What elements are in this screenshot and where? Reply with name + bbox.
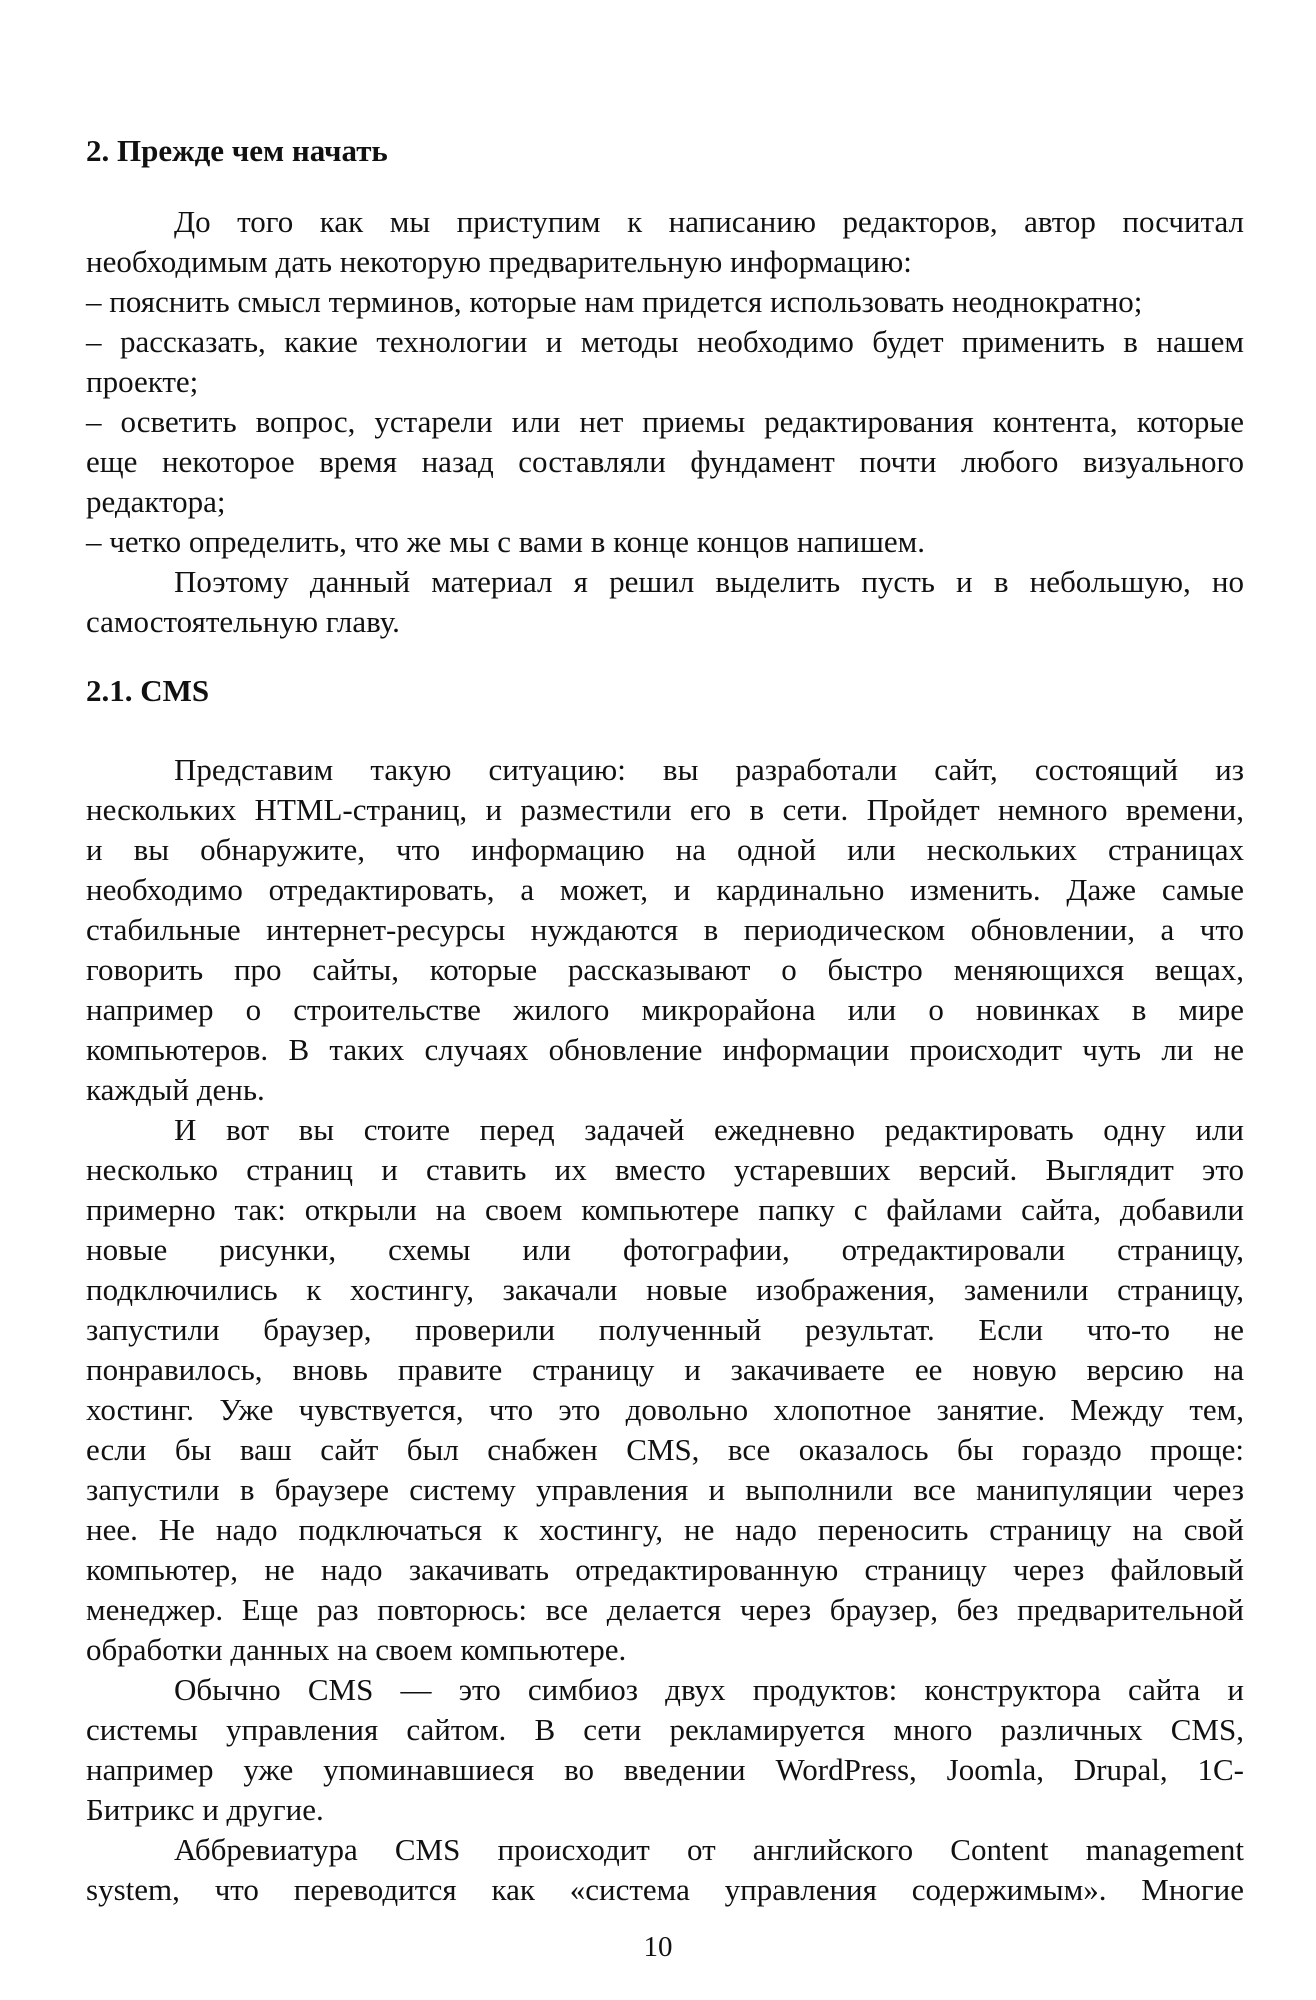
text-line: запустили в браузере систему управления и выполнили все манипуляции через: [86, 1472, 1244, 1507]
text-line: проекте;: [86, 364, 199, 399]
text-line: например о строительстве жилого микрорайона или о новинках в мире: [86, 992, 1244, 1027]
text-line: Обычно CMS — это симбиоз двух продуктов: конструктора сайта и: [174, 1672, 1244, 1707]
text-line: system, что переводится как «система управления содержимым». Многие: [86, 1872, 1244, 1907]
text-line: Битрикс и другие.: [86, 1792, 324, 1827]
text-line: – пояснить смысл терминов, которые нам придется использовать неоднократно;: [86, 284, 1143, 319]
text-line: самостоятельную главу.: [86, 604, 400, 639]
text-line: обработки данных на своем компьютере.: [86, 1632, 627, 1667]
text-line: говорить про сайты, которые рассказывают о быстро меняющихся вещах,: [86, 952, 1244, 987]
paragraph: [86, 202, 1244, 282]
text-line: компьютер, не надо закачивать отредактированную страницу через файловый: [86, 1552, 1244, 1587]
paragraph: [86, 1830, 1244, 1910]
text-line: системы управления сайтом. В сети рекламируется много различных CMS,: [86, 1712, 1244, 1747]
text-line: необходимо отредактировать, а может, и кардинально изменить. Даже самые: [86, 872, 1244, 907]
list-item: [86, 322, 1244, 402]
text-line: новые рисунки, схемы или фотографии, отредактировали страницу,: [86, 1232, 1244, 1267]
page-number: 10: [643, 1931, 673, 1963]
text-line: – четко определить, что же мы с вами в конце концов напишем.: [86, 524, 925, 559]
text-line: Представим такую ситуацию: вы разработали сайт, состоящий из: [174, 752, 1244, 787]
text-line: стабильные интернет-ресурсы нуждаются в периодическом обновлении, а что: [86, 912, 1244, 947]
text-line: Аббревиатура CMS происходит от английского Content management: [174, 1832, 1244, 1867]
text-line: До того как мы приступим к написанию редакторов, автор посчитал: [174, 204, 1244, 239]
text-line: примерно так: открыли на своем компьютере папку с файлами сайта, добавили: [86, 1192, 1244, 1227]
text-line: редактора;: [86, 484, 226, 519]
text-line: – рассказать, какие технологии и методы необходимо будет применить в нашем: [86, 324, 1244, 359]
list-item: [86, 522, 1244, 562]
text-line: компьютеров. В таких случаях обновление информации происходит чуть ли не: [86, 1032, 1244, 1067]
list-item: [86, 402, 1244, 522]
paragraph: [86, 750, 1244, 1110]
text-line: если бы ваш сайт был снабжен CMS, все оказалось бы гораздо проще:: [86, 1432, 1244, 1467]
text-line: И вот вы стоите перед задачей ежедневно редактировать одну или: [174, 1112, 1244, 1147]
text-line: каждый день.: [86, 1072, 265, 1107]
text-line: Поэтому данный материал я решил выделить пусть и в небольшую, но: [174, 564, 1244, 599]
text-line: подключились к хостингу, закачали новые изображения, заменили страницу,: [86, 1272, 1244, 1307]
text-line: менеджер. Еще раз повторюсь: все делается через браузер, без предварительной: [86, 1592, 1244, 1627]
paragraph: [86, 1110, 1244, 1670]
paragraph: [86, 1670, 1244, 1830]
text-line: понравилось, вновь правите страницу и закачиваете ее новую версию на: [86, 1352, 1244, 1387]
paragraph: [86, 562, 1244, 642]
section-heading: 2. Прежде чем начать: [86, 133, 388, 168]
text-line: нескольких HTML-страниц, и разместили его в сети. Пройдет немного времени,: [86, 792, 1244, 827]
text-line: несколько страниц и ставить их вместо устаревших версий. Выглядит это: [86, 1152, 1244, 1187]
section-heading: 2.1. CMS: [86, 673, 210, 708]
list-item: [86, 282, 1244, 322]
text-line: запустили браузер, проверили полученный результат. Если что-то не: [86, 1312, 1244, 1347]
text-line: нее. Не надо подключаться к хостингу, не надо переносить страницу на свой: [86, 1512, 1244, 1547]
text-line: например уже упоминавшиеся во введении WordPress, Joomla, Drupal, 1С-: [86, 1752, 1244, 1787]
text-line: еще некоторое время назад составляли фундамент почти любого визуального: [86, 444, 1244, 479]
text-line: – осветить вопрос, устарели или нет приемы редактирования контента, которые: [86, 404, 1244, 439]
text-line: хостинг. Уже чувствуется, что это довольно хлопотное занятие. Между тем,: [86, 1392, 1244, 1427]
text-line: необходимым дать некоторую предварительную информацию:: [86, 244, 912, 279]
text-line: и вы обнаружите, что информацию на одной или нескольких страницах: [86, 832, 1244, 867]
